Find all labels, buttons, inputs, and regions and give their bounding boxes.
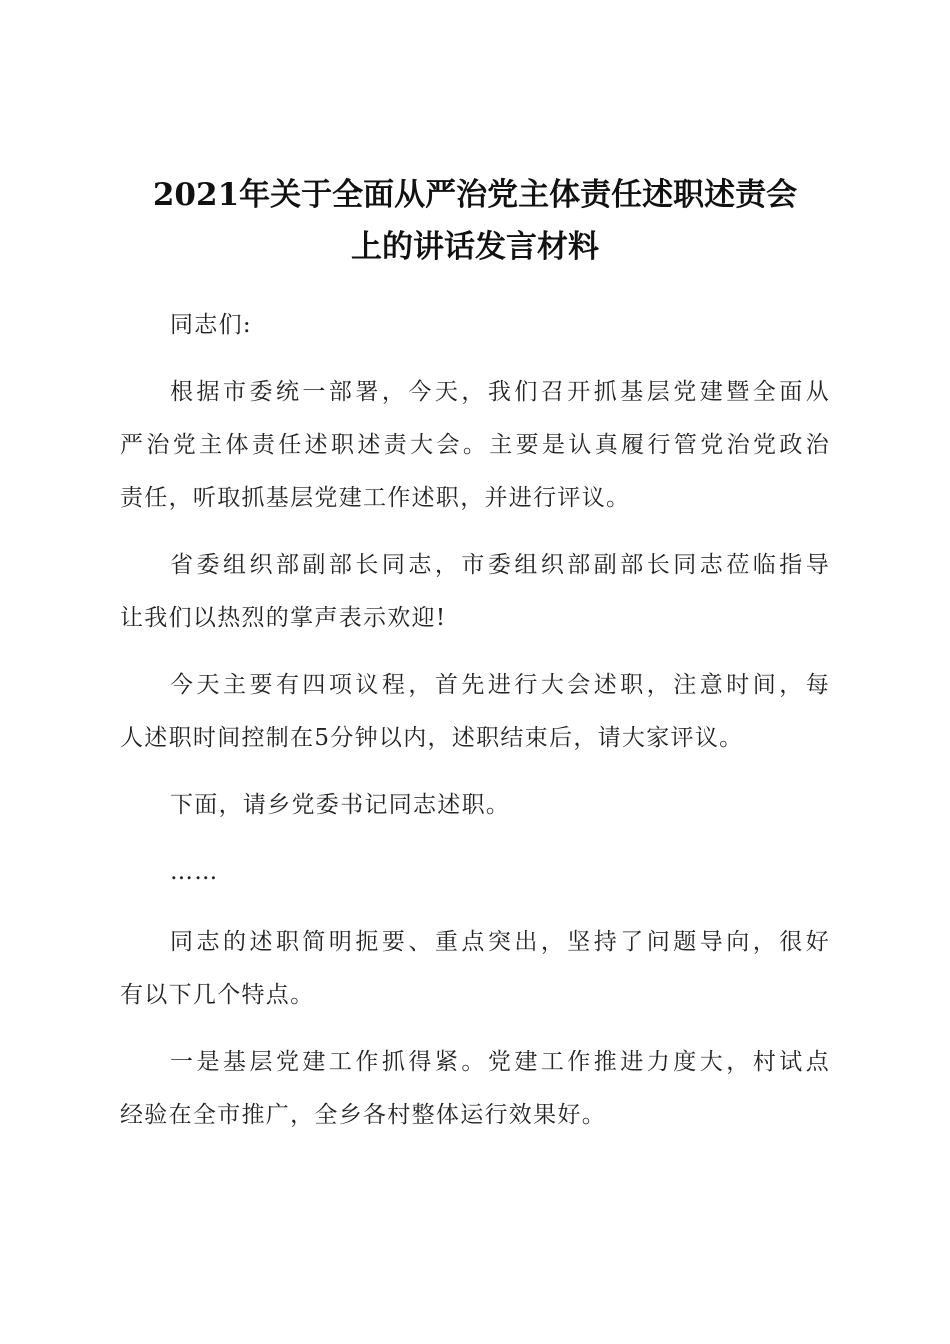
paragraph-6-line-1: 一是基层党建工作抓得紧。党建工作推进力度大，村试点 bbox=[170, 1049, 830, 1075]
paragraph-5-line-1: 同志的述职简明扼要、重点突出，坚持了问题导向，很好 bbox=[170, 929, 830, 955]
document-title-line-2: 上的讲话发言材料 bbox=[351, 229, 599, 265]
salutation: 同志们: bbox=[170, 312, 252, 338]
paragraph-3-line-2: 人述职时间控制在5分钟以内，述职结束后，请大家评议。 bbox=[120, 725, 744, 751]
paragraph-1-line-1: 根据市委统一部署，今天，我们召开抓基层党建暨全面从 bbox=[170, 379, 830, 405]
paragraph-2-line-1: 省委组织部副部长同志，市委组织部副部长同志莅临指导 bbox=[170, 552, 830, 578]
paragraph-1-line-2: 严治党主体责任述职述责大会。主要是认真履行管党治党政治 bbox=[120, 432, 830, 458]
document-title-line-1: 2021年关于全面从严治党主体责任述职述责会 bbox=[152, 177, 798, 213]
paragraph-4-line-1: 下面，请乡党委书记同志述职。 bbox=[170, 792, 511, 818]
paragraph-5-line-2: 有以下几个特点。 bbox=[120, 982, 315, 1008]
paragraph-6-line-2: 经验在全市推广，全乡各村整体运行效果好。 bbox=[120, 1102, 606, 1128]
paragraph-2-line-2: 让我们以热烈的掌声表示欢迎! bbox=[120, 605, 447, 631]
paragraph-3-line-1: 今天主要有四项议程，首先进行大会述职，注意时间，每 bbox=[170, 672, 830, 698]
ellipsis-line: …… bbox=[170, 859, 219, 885]
paragraph-1-line-3: 责任，听取抓基层党建工作述职，并进行评议。 bbox=[120, 485, 631, 511]
